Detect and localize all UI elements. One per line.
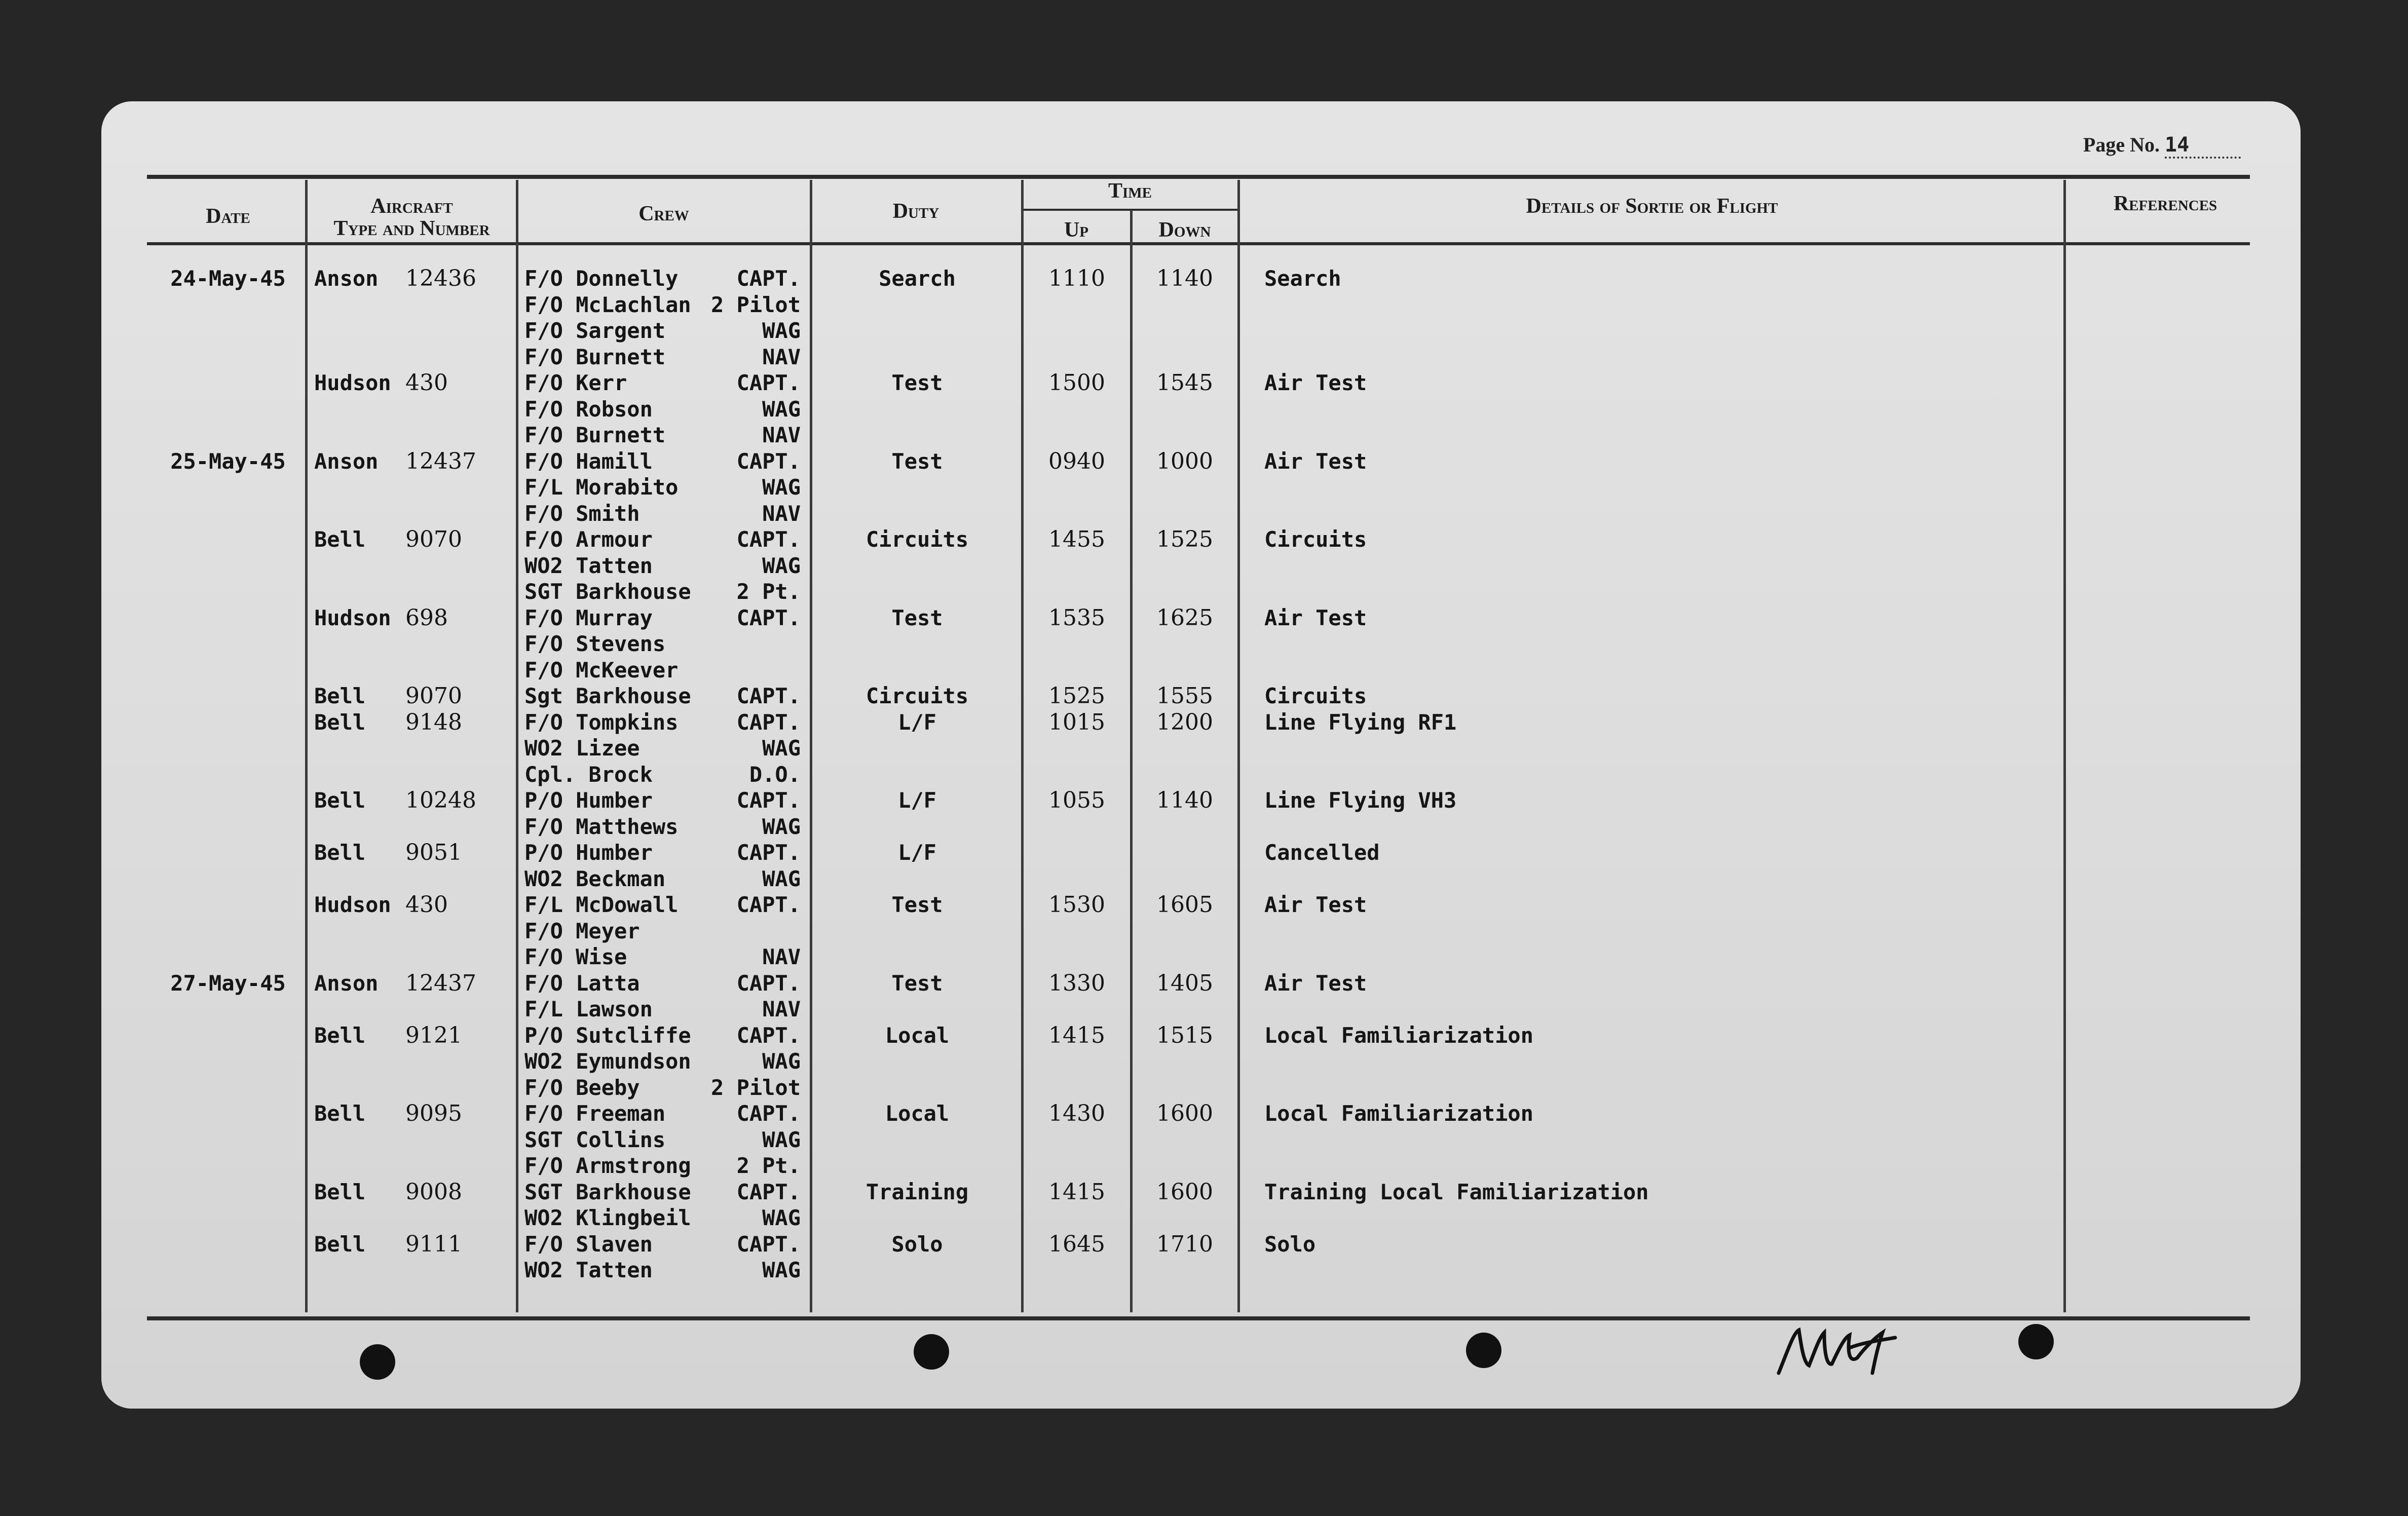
row-8-role: WAG xyxy=(762,475,801,500)
row-29-role: CAPT. xyxy=(736,1022,801,1048)
row-0-type: Anson xyxy=(314,266,379,291)
row-6-crew: F/O Burnett xyxy=(524,423,666,447)
row-0-details: Search xyxy=(1264,266,1341,291)
row-13-details: Air Test xyxy=(1264,605,1367,630)
header-crew: Crew xyxy=(638,202,689,225)
row-14-crew: F/O Stevens xyxy=(524,631,666,656)
row-29-type: Bell xyxy=(314,1022,366,1048)
row-23-crew: WO2 Beckman xyxy=(524,866,666,891)
row-17-down: 1200 xyxy=(1156,709,1213,735)
row-5-crew: F/O Robson xyxy=(524,396,653,422)
record-sheet xyxy=(101,101,2301,1409)
handwritten-initials xyxy=(1774,1317,1905,1388)
header-duty: Duty xyxy=(892,200,939,223)
page-number-value: 14 xyxy=(2165,133,2190,157)
row-16-down: 1555 xyxy=(1156,683,1213,709)
row-13-num: 698 xyxy=(405,604,448,631)
row-7-crew: F/O Hamill xyxy=(524,448,653,474)
row-10-type: Bell xyxy=(314,527,366,552)
row-16-type: Bell xyxy=(314,684,366,708)
row-4-type: Hudson xyxy=(314,370,391,395)
row-13-role: CAPT. xyxy=(736,605,801,630)
row-32-down: 1600 xyxy=(1156,1101,1213,1126)
row-35-up: 1415 xyxy=(1048,1179,1105,1205)
row-37-type: Bell xyxy=(314,1231,366,1257)
row-37-num: 9111 xyxy=(405,1231,462,1257)
row-1-crew: F/O McLachlan xyxy=(524,292,691,317)
row-0-role: CAPT. xyxy=(736,266,801,291)
row-29-up: 1415 xyxy=(1048,1022,1105,1048)
column-divider-duty xyxy=(1021,180,1024,1312)
row-16-crew: Sgt Barkhouse xyxy=(524,684,691,708)
row-29-duty: Local xyxy=(885,1022,950,1048)
row-37-details: Solo xyxy=(1264,1231,1316,1257)
row-24-role: CAPT. xyxy=(736,892,801,917)
row-7-up: 0940 xyxy=(1048,448,1105,474)
row-27-date: 27-May-45 xyxy=(170,970,286,996)
row-9-role: NAV xyxy=(762,501,801,526)
row-13-duty: Test xyxy=(891,605,943,630)
row-32-role: CAPT. xyxy=(736,1101,801,1126)
row-18-role: WAG xyxy=(762,736,801,761)
row-37-duty: Solo xyxy=(891,1231,943,1257)
row-4-role: CAPT. xyxy=(736,370,801,395)
row-38-crew: WO2 Tatten xyxy=(524,1258,653,1282)
row-37-down: 1710 xyxy=(1156,1231,1213,1257)
header-aircraft-line1: Aircraft xyxy=(370,195,453,218)
header-references: References xyxy=(2113,192,2217,215)
row-1-role: 2 Pilot xyxy=(710,292,801,317)
row-33-crew: SGT Collins xyxy=(524,1127,666,1152)
row-17-type: Bell xyxy=(314,709,366,735)
row-27-up: 1330 xyxy=(1048,970,1105,996)
row-20-role: CAPT. xyxy=(736,788,801,813)
row-5-role: WAG xyxy=(762,396,801,422)
row-13-crew: F/O Murray xyxy=(524,605,653,630)
row-22-role: CAPT. xyxy=(736,840,801,865)
column-divider-date xyxy=(305,180,308,1312)
row-23-role: WAG xyxy=(762,866,801,891)
row-20-down: 1140 xyxy=(1156,787,1213,813)
row-7-role: CAPT. xyxy=(736,448,801,474)
row-27-role: CAPT. xyxy=(736,970,801,996)
row-20-up: 1055 xyxy=(1048,787,1105,813)
row-0-num: 12436 xyxy=(405,266,476,291)
row-9-crew: F/O Smith xyxy=(524,501,640,526)
row-2-crew: F/O Sargent xyxy=(524,318,666,343)
row-19-role: D.O. xyxy=(749,762,801,787)
row-20-details: Line Flying VH3 xyxy=(1264,788,1457,813)
row-35-duty: Training xyxy=(866,1179,969,1204)
row-32-type: Bell xyxy=(314,1101,366,1126)
punch-hole-3 xyxy=(1466,1333,1501,1368)
row-20-type: Bell xyxy=(314,788,366,813)
row-29-details: Local Familiarization xyxy=(1264,1022,1534,1048)
row-35-crew: SGT Barkhouse xyxy=(524,1179,691,1204)
row-19-crew: Cpl. Brock xyxy=(524,762,653,787)
row-22-num: 9051 xyxy=(405,840,462,865)
row-38-role: WAG xyxy=(762,1258,801,1282)
row-4-duty: Test xyxy=(891,370,943,395)
row-4-num: 430 xyxy=(405,370,448,396)
row-20-duty: L/F xyxy=(898,788,936,813)
row-13-up: 1535 xyxy=(1048,604,1105,631)
row-10-role: CAPT. xyxy=(736,527,801,552)
row-3-crew: F/O Burnett xyxy=(524,344,666,369)
row-7-details: Air Test xyxy=(1264,448,1367,474)
row-24-num: 430 xyxy=(405,892,448,918)
row-0-down: 1140 xyxy=(1156,266,1213,291)
row-7-type: Anson xyxy=(314,448,379,474)
page-number-label: Page No. xyxy=(2083,133,2160,156)
header-aircraft xyxy=(309,195,514,240)
row-28-crew: F/L Lawson xyxy=(524,997,653,1021)
row-3-role: NAV xyxy=(762,344,801,369)
row-24-up: 1530 xyxy=(1048,892,1105,918)
row-10-details: Circuits xyxy=(1264,527,1367,552)
row-13-down: 1625 xyxy=(1156,604,1213,631)
row-22-type: Bell xyxy=(314,840,366,865)
row-10-crew: F/O Armour xyxy=(524,527,653,552)
row-17-up: 1015 xyxy=(1048,709,1105,735)
row-10-down: 1525 xyxy=(1156,526,1213,552)
row-21-role: WAG xyxy=(762,814,801,839)
row-35-num: 9008 xyxy=(405,1179,462,1205)
row-8-crew: F/L Morabito xyxy=(524,475,679,500)
header-date: Date xyxy=(206,205,250,228)
bottom-rule xyxy=(147,1316,2250,1320)
column-divider-time xyxy=(1130,210,1133,1312)
row-32-duty: Local xyxy=(885,1101,950,1126)
punch-hole-4 xyxy=(2018,1324,2054,1359)
row-28-role: NAV xyxy=(762,997,801,1021)
row-16-up: 1525 xyxy=(1048,683,1105,709)
row-35-down: 1600 xyxy=(1156,1179,1213,1205)
row-32-up: 1430 xyxy=(1048,1101,1105,1126)
row-30-crew: WO2 Eymundson xyxy=(524,1049,691,1074)
row-10-num: 9070 xyxy=(405,526,462,552)
row-26-crew: F/O Wise xyxy=(524,944,627,969)
column-divider-details xyxy=(2063,180,2066,1312)
row-16-duty: Circuits xyxy=(866,684,969,708)
row-12-role: 2 Pt. xyxy=(736,579,801,604)
top-rule xyxy=(147,175,2250,179)
row-4-up: 1500 xyxy=(1048,370,1105,396)
row-27-details: Air Test xyxy=(1264,970,1367,996)
row-25-crew: F/O Meyer xyxy=(524,918,640,943)
row-27-crew: F/O Latta xyxy=(524,970,640,996)
header-bottom-rule xyxy=(147,242,2250,245)
row-22-details: Cancelled xyxy=(1264,840,1380,865)
row-37-crew: F/O Slaven xyxy=(524,1231,653,1257)
row-37-up: 1645 xyxy=(1048,1231,1105,1257)
row-13-type: Hudson xyxy=(314,605,391,630)
row-0-duty: Search xyxy=(879,266,956,291)
punch-hole-2 xyxy=(914,1334,949,1370)
row-34-crew: F/O Armstrong xyxy=(524,1153,691,1178)
row-33-role: WAG xyxy=(762,1127,801,1152)
row-7-date: 25-May-45 xyxy=(170,448,286,474)
row-31-crew: F/O Beeby xyxy=(524,1075,640,1100)
row-0-date: 24-May-45 xyxy=(170,266,286,291)
row-16-details: Circuits xyxy=(1264,684,1367,708)
row-16-num: 9070 xyxy=(405,683,462,709)
row-32-crew: F/O Freeman xyxy=(524,1101,666,1126)
row-26-role: NAV xyxy=(762,944,801,969)
row-0-up: 1110 xyxy=(1048,266,1105,291)
row-37-role: CAPT. xyxy=(736,1231,801,1257)
row-30-role: WAG xyxy=(762,1049,801,1074)
row-7-down: 1000 xyxy=(1156,448,1213,474)
row-17-duty: L/F xyxy=(898,709,936,735)
row-17-crew: F/O Tompkins xyxy=(524,709,679,735)
row-10-up: 1455 xyxy=(1048,526,1105,552)
row-7-num: 12437 xyxy=(405,448,476,474)
row-15-crew: F/O McKeever xyxy=(524,657,679,683)
row-11-role: WAG xyxy=(762,553,801,578)
row-18-crew: WO2 Lizee xyxy=(524,736,640,761)
row-27-type: Anson xyxy=(314,970,379,996)
punch-hole-1 xyxy=(360,1344,395,1380)
header-time-up: Up xyxy=(1064,218,1089,242)
page-number xyxy=(2083,133,2241,159)
row-6-role: NAV xyxy=(762,423,801,447)
header-time: Time xyxy=(1108,179,1152,203)
row-24-down: 1605 xyxy=(1156,892,1213,918)
row-27-down: 1405 xyxy=(1156,970,1213,996)
row-16-role: CAPT. xyxy=(736,684,801,708)
row-36-crew: WO2 Klingbeil xyxy=(524,1205,691,1230)
row-4-down: 1545 xyxy=(1156,370,1213,396)
row-20-crew: P/O Humber xyxy=(524,788,653,813)
row-11-crew: WO2 Tatten xyxy=(524,553,653,578)
row-27-duty: Test xyxy=(891,970,943,996)
column-divider-down xyxy=(1237,180,1240,1312)
page-number-leader xyxy=(2165,133,2241,159)
row-24-details: Air Test xyxy=(1264,892,1367,917)
row-29-num: 9121 xyxy=(405,1022,462,1048)
row-29-down: 1515 xyxy=(1156,1022,1213,1048)
row-24-crew: F/L McDowall xyxy=(524,892,679,917)
row-36-role: WAG xyxy=(762,1205,801,1230)
row-4-crew: F/O Kerr xyxy=(524,370,627,395)
row-27-num: 12437 xyxy=(405,970,476,996)
row-24-type: Hudson xyxy=(314,892,391,917)
row-2-role: WAG xyxy=(762,318,801,343)
row-32-num: 9095 xyxy=(405,1101,462,1126)
column-divider-aircraft xyxy=(516,180,518,1312)
row-35-role: CAPT. xyxy=(736,1179,801,1204)
row-21-crew: F/O Matthews xyxy=(524,814,679,839)
row-17-num: 9148 xyxy=(405,709,462,735)
row-35-details: Training Local Familiarization xyxy=(1264,1179,1649,1204)
row-35-type: Bell xyxy=(314,1179,366,1204)
column-divider-crew xyxy=(810,180,812,1312)
row-24-duty: Test xyxy=(891,892,943,917)
row-10-duty: Circuits xyxy=(866,527,969,552)
header-details: Details of Sortie or Flight xyxy=(1526,195,1778,218)
row-12-crew: SGT Barkhouse xyxy=(524,579,691,604)
row-31-role: 2 Pilot xyxy=(710,1075,801,1100)
row-34-role: 2 Pt. xyxy=(736,1153,801,1178)
row-32-details: Local Familiarization xyxy=(1264,1101,1534,1126)
row-4-details: Air Test xyxy=(1264,370,1367,395)
row-20-num: 10248 xyxy=(405,787,476,813)
row-7-duty: Test xyxy=(891,448,943,474)
header-time-down: Down xyxy=(1158,218,1211,242)
row-17-role: CAPT. xyxy=(736,709,801,735)
row-0-crew: F/O Donnelly xyxy=(524,266,679,291)
header-aircraft-line2: Type and Number xyxy=(333,217,490,240)
row-29-crew: P/O Sutcliffe xyxy=(524,1022,691,1048)
row-22-crew: P/O Humber xyxy=(524,840,653,865)
row-22-duty: L/F xyxy=(898,840,936,865)
row-17-details: Line Flying RF1 xyxy=(1264,709,1457,735)
